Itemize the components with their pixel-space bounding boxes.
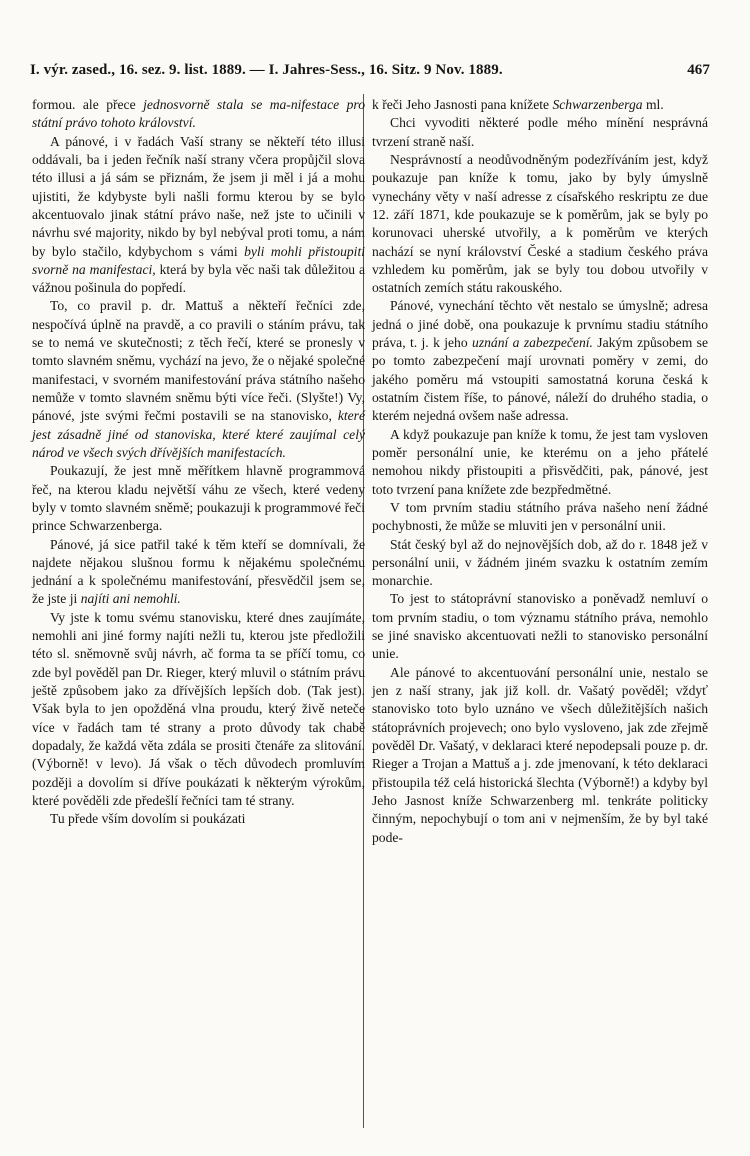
body-text: Vy jste k tomu svému stanovisku, které dnes zaujímáte, nemohli ani jiné formy najíti nežli tu, kterou jste předložili této sl. sněmovně svůj návrh, ač forma ta se příčí tomu, co zde byl pověděl pan Dr. Rieger, který mluvil o státním právu ještě způsobem jako za dřívějších lepších dob. (Tak jest). Však byla to jen opožděná vlna proudu, který živě neteče více v řadách tam té strany a proto důvody tak chabě dopadaly, že každá věta zdála se prositi čtenáře za slitování. (Výborně! v levo). Já však o těch důvodech promluvím později a dovolím si dříve poukázati k některým výrokům, které pověděli zde předešlí řečníci tam té strany. [32,609,365,808]
paragraph [32,133,365,298]
italic-text: byli mohli přistoupiti svorně na manifestaci, [32,243,365,277]
paragraph [32,462,365,535]
paragraph [372,114,708,151]
body-text: formou. ale přece [32,97,144,112]
header-text: I. výr. zased., 16. sez. 9. list. 1889. — I. Jahres-Sess., 16. Sitz. 9 Nov. 1889. [30,62,503,78]
body-text: Nesprávností a neodůvodněným podezříváním jest, když poukazuje pan kníže k tomu, jako by byly úmyslně vynechány věty v naší adresse z císařského reskriptu ze due 12. září 1871, kde poukazuje se k poměrům, jak se byly po korunovaci uherské utvořily, a k poměrům ve kterých nachází se nyní království České a stadium českého práva vzhledem ku poměrům, jak se byly tou dobou utvořily v ostatních zemích státu rakouského. [372,151,708,296]
paragraph [372,590,708,663]
italic-text: Schwarzenberga [552,97,643,112]
body-text: Stát český byl až do nejnovějších dob, až do r. 1848 jež v personální unii, v žádném jiném svazku k ostatním zemím monarchie. [372,536,708,589]
body-text: To jest to státoprávní stanovisko a poněvadž nemluví o tom prvním stadiu, o tom významu státního práva, nemohlo se jiné snavisko akcentuovati nežli to stanovisko personální unie. [372,591,708,662]
body-text: A když poukazuje pan kníže k tomu, že jest tam vysloven poměr personální unie, ke kterému on a jeho přátelé nemohou nikdy přistoupiti a přisvědčiti, pak, pánové, jest toto tvrzení pana knížete zde bezpředmětné. [372,426,708,497]
body-text: To, co pravil p. dr. Mattuš a někteří řečníci zde, nespočívá úplně na pravdě, a co pravili o stáním právu, tak se to nemá ve skutečnosti; z těch řečí, které se pronesly v tomto slavném sněmu, vychází na jevo, že o nějaké společné manifestaci, v svorném manifestování práva státního našeho nemůže v tomto slavném sněmu býti více řeči. (Slyšte!) Vy, pánové, jste svými řečmi postavili se na stanovisko, [32,298,365,424]
body-text: Ale pánové to akcentuování personální unie, nestalo se jen z naší strany, jak již koll. dr. Vašatý pověděl; vždyť stanovisko toto bylo uznáno ve všech důležitějších našich státoprávních projevech; ono bylo vysloveno, jak zde zřejmě pověděl Dr. Vašatý, v deklaraci které nepodepsali pouze p. dr. Rieger a Trojan a Mattuš a j. zde jmenovaní, k této deklaraci přistoupila též celá historická šlechta (Výborně!) a kdyby byl Jeho Jasnost kníže Schwarzenberg ml. tenkráte politicky činným, nepochybují o tom ani v nejmenším, že by byl také pode- [372,664,708,845]
italic-text: které jest zásadně jiné od stanoviska, které které zaujímal celý národ ve všech svých dřívějších manifestacích. [32,408,365,460]
paragraph [372,151,708,298]
italic-text: uznání a zabezpečení. [472,335,593,351]
italic-text: najíti ani nemohli. [80,591,181,607]
body-text: Jakým způsobem se po tomto zabezpečení mají urovnati poměry v zemi, do jakého poměru má vstoupiti samostatná koruna česká k ostatním čistem říše, to pánové, náleží do druhého stadia, o kterém nejedná ovšem naše adressa. [372,335,708,424]
page-number: 467 [687,62,710,78]
paragraph [32,609,365,810]
body-text: Poukazují, že jest mně měřítkem hlavně programmová řeč, na kterou kladu největší váhu ze všech, které vedeny byly v tomto slavném sněmě; poukazuji k programmové řeči prince Schwarzenberga. [32,463,365,534]
body-text: k řeči Jeho Jasnosti pana knížete [372,97,553,112]
paragraph [372,499,708,536]
italic-text: jednosvorně stala se ma-nifestace pro státní právo tohoto království. [32,97,365,131]
body-text: která by byla věc naši tak důležitou a vážnou pošinula do popředí. [32,261,366,296]
body-text: Chci vyvoditi některé podle mého mínění nesprávná tvrzení straně naší. [372,115,708,149]
body-text: A pánové, i v řadách Vaší strany se někteří této illusi oddávali, ba i jeden řečník naší strany včera propůjčil slova této illusi a já sám se přiznám, že jsem ji měl i já a mohu ujistiti, že kdybyste byli našli formu kterou by se bylo akcentuovalo jinak státní právo naše, než jste to učinili v návrhu své majority, nikdo by byl nebýval proti tomu, a nám by bylo stačilo, kdybychom s vámi [32,133,365,259]
paragraph [32,810,365,828]
body-text: Pánové, já sice patřil také k těm kteří se domnívali, že najdete nějakou slušnou formu k nějakému společnému jednání a k společnému manifestování, přesvědčil jsem se, že jste ji [32,536,365,607]
right-column [372,96,708,847]
body-text: V tom prvním stadiu státního práva našeho není žádné pochybnosti, že může se mluviti jen v personální unii. [372,499,708,534]
paragraph [32,536,365,609]
running-header [30,62,710,84]
paragraph [32,96,365,133]
paragraph [372,297,708,425]
paragraph [372,536,708,591]
paragraph [372,426,708,499]
paragraph [372,96,708,114]
body-text: Tu přede vším dovolím si poukázati [50,811,246,827]
body-text: Pánové, vynechání těchto vět nestalo se úmyslně; adresa jedná o jiné době, ona poukazuje k prvnímu stadiu státního práva, t. j. k jeho [372,298,708,351]
body-text: ml. [642,97,664,112]
paragraph [372,664,708,847]
left-column [32,96,365,829]
paragraph [32,297,365,462]
